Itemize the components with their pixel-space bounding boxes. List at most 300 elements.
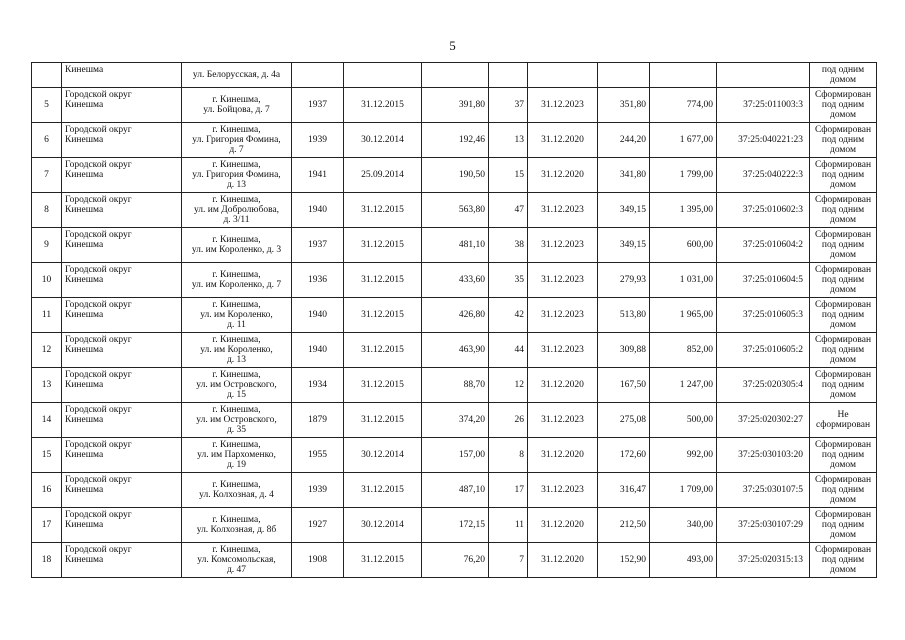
address-line: ул. им Пархоменко, bbox=[197, 450, 276, 460]
table-row bbox=[32, 543, 877, 578]
cell-address bbox=[182, 263, 292, 298]
cell-status bbox=[810, 473, 877, 508]
address-line: д. 3/11 bbox=[223, 215, 250, 225]
status-line: Сформирован bbox=[814, 475, 872, 485]
cell-date-recognized: 25.09.2014 bbox=[344, 158, 422, 193]
address-line: г. Кинешма, bbox=[212, 335, 261, 345]
cell-date-planned: 31.12.2023 bbox=[528, 88, 598, 123]
cell-date-planned: 31.12.2023 bbox=[528, 263, 598, 298]
municipality-line: Городской округ bbox=[65, 370, 132, 380]
cell-number: 16 bbox=[32, 473, 62, 508]
cell-residents: 13 bbox=[489, 123, 528, 158]
cell-area: 391,80 bbox=[422, 88, 489, 123]
status-line: под одним bbox=[821, 380, 865, 390]
cell-municipality bbox=[62, 158, 182, 193]
cell-cadastral: 37:25:010604:2 bbox=[717, 228, 810, 263]
cell-date-planned: 31.12.2020 bbox=[528, 438, 598, 473]
address-line: г. Кинешма, bbox=[212, 300, 261, 310]
table-row bbox=[32, 228, 877, 263]
municipality-line: Кинешма bbox=[65, 450, 104, 460]
address-line: ул. им Островского, bbox=[196, 380, 277, 390]
municipality-line: Городской округ bbox=[65, 125, 132, 135]
cell-address bbox=[182, 438, 292, 473]
status-line: под одним bbox=[821, 135, 865, 145]
municipality-line: Городской округ bbox=[65, 335, 132, 345]
cell-cadastral: 37:25:010605:3 bbox=[717, 298, 810, 333]
address-line: г. Кинешма, bbox=[212, 480, 261, 490]
cell-year: 1936 bbox=[292, 263, 344, 298]
cell-area: 88,70 bbox=[422, 368, 489, 403]
status-line: под одним bbox=[821, 485, 865, 495]
address-line: г. Кинешма, bbox=[212, 515, 261, 525]
cell-address bbox=[182, 368, 292, 403]
cell-year: 1937 bbox=[292, 88, 344, 123]
table-row bbox=[32, 403, 877, 438]
cell-value-2 bbox=[650, 63, 717, 88]
cell-residents: 8 bbox=[489, 438, 528, 473]
cell-number: 5 bbox=[32, 88, 62, 123]
cell-value-2: 852,00 bbox=[650, 333, 717, 368]
cell-area: 172,15 bbox=[422, 508, 489, 543]
cell-cadastral bbox=[717, 63, 810, 88]
cell-status bbox=[810, 333, 877, 368]
cell-cadastral: 37:25:030107:5 bbox=[717, 473, 810, 508]
address-line: д. 47 bbox=[226, 565, 247, 575]
cell-area: 426,80 bbox=[422, 298, 489, 333]
address-line: г. Кинешма, bbox=[212, 545, 261, 555]
cell-date-recognized: 31.12.2015 bbox=[344, 368, 422, 403]
cell-area: 76,20 bbox=[422, 543, 489, 578]
status-line: домом bbox=[830, 285, 856, 295]
cell-value-1: 513,80 bbox=[598, 298, 650, 333]
cell-year: 1940 bbox=[292, 298, 344, 333]
address-line: ул. Григория Фомина, bbox=[192, 135, 281, 145]
address-line: г. Кинешма, bbox=[212, 160, 261, 170]
cell-year: 1879 bbox=[292, 403, 344, 438]
cell-residents: 42 bbox=[489, 298, 528, 333]
table-row bbox=[32, 368, 877, 403]
municipality-line: Городской округ bbox=[65, 440, 132, 450]
cell-municipality bbox=[62, 368, 182, 403]
cell-date-planned: 31.12.2023 bbox=[528, 403, 598, 438]
cell-number: 12 bbox=[32, 333, 62, 368]
cell-date-planned: 31.12.2023 bbox=[528, 298, 598, 333]
table-row bbox=[32, 123, 877, 158]
address-line: д. 15 bbox=[226, 390, 247, 400]
cell-number: 11 bbox=[32, 298, 62, 333]
address-line: ул. Комсомольская, bbox=[197, 555, 276, 565]
cell-residents: 12 bbox=[489, 368, 528, 403]
cell-cadastral: 37:25:010605:2 bbox=[717, 333, 810, 368]
table-row bbox=[32, 263, 877, 298]
cell-date-recognized: 31.12.2015 bbox=[344, 473, 422, 508]
municipality-line: Городской округ bbox=[65, 195, 132, 205]
cell-date-planned: 31.12.2023 bbox=[528, 333, 598, 368]
cell-number: 6 bbox=[32, 123, 62, 158]
cell-address bbox=[182, 228, 292, 263]
cell-date-planned: 31.12.2023 bbox=[528, 473, 598, 508]
municipality-line: Городской округ bbox=[65, 545, 132, 555]
cell-address: ул. Белорусская, д. 4а bbox=[182, 63, 292, 88]
cell-area: 463,90 bbox=[422, 333, 489, 368]
cell-number: 7 bbox=[32, 158, 62, 193]
status-line: домом bbox=[830, 530, 856, 540]
cell-date-recognized: 31.12.2015 bbox=[344, 333, 422, 368]
cell-address bbox=[182, 473, 292, 508]
cell-status bbox=[810, 438, 877, 473]
cell-value-2: 992,00 bbox=[650, 438, 717, 473]
address-line: ул. Григория Фомина, bbox=[192, 170, 281, 180]
cell-address bbox=[182, 543, 292, 578]
address-line: г. Кинешма, bbox=[212, 370, 261, 380]
municipality-line: Кинешма bbox=[65, 310, 104, 320]
cell-residents: 11 bbox=[489, 508, 528, 543]
cell-value-1: 167,50 bbox=[598, 368, 650, 403]
status-line: Сформирован bbox=[814, 125, 872, 135]
status-line: домом bbox=[830, 110, 856, 120]
cell-area: 487,10 bbox=[422, 473, 489, 508]
status-line: под одним bbox=[821, 450, 865, 460]
cell-value-1: 349,15 bbox=[598, 228, 650, 263]
status-line: под одним bbox=[821, 555, 865, 565]
status-line: Сформирован bbox=[814, 160, 872, 170]
address-line: ул. Колхозная, д. 8б bbox=[196, 525, 277, 535]
cell-status: под одним домом bbox=[810, 63, 877, 88]
address-line: д. 11 bbox=[227, 320, 246, 330]
cell-municipality bbox=[62, 333, 182, 368]
cell-municipality bbox=[62, 403, 182, 438]
cell-date-planned bbox=[528, 63, 598, 88]
municipality-line: Кинешма bbox=[65, 380, 104, 390]
cell-status bbox=[810, 228, 877, 263]
cell-cadastral: 37:25:010602:3 bbox=[717, 193, 810, 228]
cell-status bbox=[810, 368, 877, 403]
cell-residents: 26 bbox=[489, 403, 528, 438]
cell-address bbox=[182, 193, 292, 228]
cell-value-2: 1 677,00 bbox=[650, 123, 717, 158]
cell-value-2: 774,00 bbox=[650, 88, 717, 123]
status-line: Сформирован bbox=[814, 195, 872, 205]
cell-cadastral: 37:25:040222:3 bbox=[717, 158, 810, 193]
cell-number: 13 bbox=[32, 368, 62, 403]
cell-address bbox=[182, 158, 292, 193]
status-line: Сформирован bbox=[814, 545, 872, 555]
cell-municipality bbox=[62, 228, 182, 263]
status-line: Сформирован bbox=[814, 440, 872, 450]
cell-cadastral: 37:25:011003:3 bbox=[717, 88, 810, 123]
cell-municipality bbox=[62, 473, 182, 508]
cell-date-recognized: 31.12.2015 bbox=[344, 193, 422, 228]
cell-date-recognized: 30.12.2014 bbox=[344, 123, 422, 158]
address-line: г. Кинешма, bbox=[212, 95, 261, 105]
cell-number bbox=[32, 63, 62, 88]
status-line: Сформирован bbox=[814, 335, 872, 345]
table-row bbox=[32, 508, 877, 543]
cell-residents: 17 bbox=[489, 473, 528, 508]
status-line: домом bbox=[830, 180, 856, 190]
cell-value-2: 1 395,00 bbox=[650, 193, 717, 228]
cell-year: 1927 bbox=[292, 508, 344, 543]
page-number: 5 bbox=[449, 38, 456, 53]
cell-municipality bbox=[62, 88, 182, 123]
cell-value-2: 493,00 bbox=[650, 543, 717, 578]
status-line: под одним bbox=[821, 100, 865, 110]
cell-value-1: 244,20 bbox=[598, 123, 650, 158]
cell-cadastral: 37:25:040221:23 bbox=[717, 123, 810, 158]
address-line: г. Кинешма, bbox=[212, 270, 261, 280]
municipality-line: Кинешма bbox=[65, 100, 104, 110]
cell-municipality bbox=[62, 263, 182, 298]
municipality-line: Городской округ bbox=[65, 405, 132, 415]
cell-value-2: 1 031,00 bbox=[650, 263, 717, 298]
cell-value-1: 172,60 bbox=[598, 438, 650, 473]
cell-status bbox=[810, 403, 877, 438]
cell-date-recognized: 30.12.2014 bbox=[344, 508, 422, 543]
address-line: ул. им Островского, bbox=[196, 415, 277, 425]
table-row bbox=[32, 473, 877, 508]
cell-area: 192,46 bbox=[422, 123, 489, 158]
cell-value-2: 1 799,00 bbox=[650, 158, 717, 193]
cell-year: 1955 bbox=[292, 438, 344, 473]
cell-residents bbox=[489, 63, 528, 88]
status-line: домом bbox=[830, 250, 856, 260]
cell-cadastral: 37:25:020315:13 bbox=[717, 543, 810, 578]
table-row bbox=[32, 158, 877, 193]
cell-date-planned: 31.12.2023 bbox=[528, 228, 598, 263]
cell-area: 433,60 bbox=[422, 263, 489, 298]
cell-date-recognized: 31.12.2015 bbox=[344, 228, 422, 263]
address-line: д. 13 bbox=[226, 180, 247, 190]
cell-year: 1939 bbox=[292, 123, 344, 158]
address-line: ул. Бойцова, д. 7 bbox=[203, 105, 270, 115]
address-line: ул. им Добролюбова, bbox=[193, 205, 280, 215]
status-line: под одним bbox=[821, 205, 865, 215]
table-row bbox=[32, 438, 877, 473]
status-line: домом bbox=[830, 355, 856, 365]
status-line: под одним bbox=[821, 345, 865, 355]
cell-cadastral: 37:25:020305:4 bbox=[717, 368, 810, 403]
cell-municipality: Кинешма bbox=[62, 63, 182, 88]
cell-value-1: 349,15 bbox=[598, 193, 650, 228]
municipality-line: Кинешма bbox=[65, 135, 104, 145]
cell-number: 18 bbox=[32, 543, 62, 578]
cell-address bbox=[182, 88, 292, 123]
cell-number: 10 bbox=[32, 263, 62, 298]
cell-number: 15 bbox=[32, 438, 62, 473]
status-line: домом bbox=[830, 565, 856, 575]
cell-value-1: 351,80 bbox=[598, 88, 650, 123]
cell-date-recognized: 30.12.2014 bbox=[344, 438, 422, 473]
cell-municipality bbox=[62, 298, 182, 333]
cell-residents: 44 bbox=[489, 333, 528, 368]
cell-status bbox=[810, 543, 877, 578]
municipality-line: Кинешма bbox=[65, 205, 104, 215]
municipality-line: Городской округ bbox=[65, 90, 132, 100]
cell-year: 1940 bbox=[292, 193, 344, 228]
cell-status bbox=[810, 298, 877, 333]
cell-municipality bbox=[62, 123, 182, 158]
cell-year: 1939 bbox=[292, 473, 344, 508]
address-line: ул. им Короленко, bbox=[200, 310, 273, 320]
cell-address bbox=[182, 508, 292, 543]
status-line: домом bbox=[830, 145, 856, 155]
address-line: г. Кинешма, bbox=[212, 405, 261, 415]
cell-area: 563,80 bbox=[422, 193, 489, 228]
cell-address bbox=[182, 298, 292, 333]
status-line: домом bbox=[830, 390, 856, 400]
cell-residents: 38 bbox=[489, 228, 528, 263]
cell-value-1: 279,93 bbox=[598, 263, 650, 298]
cell-cadastral: 37:25:020302:27 bbox=[717, 403, 810, 438]
cell-year bbox=[292, 63, 344, 88]
cell-date-recognized: 31.12.2015 bbox=[344, 88, 422, 123]
cell-date-planned: 31.12.2020 bbox=[528, 543, 598, 578]
status-line: под одним bbox=[821, 170, 865, 180]
status-line: Сформирован bbox=[814, 230, 872, 240]
cell-value-1: 275,08 bbox=[598, 403, 650, 438]
cell-address bbox=[182, 403, 292, 438]
status-line: Сформирован bbox=[814, 90, 872, 100]
cell-date-recognized bbox=[344, 63, 422, 88]
cell-year: 1937 bbox=[292, 228, 344, 263]
cell-residents: 7 bbox=[489, 543, 528, 578]
municipality-line: Городской округ bbox=[65, 475, 132, 485]
address-line: г. Кинешма, bbox=[212, 235, 261, 245]
cell-value-2: 1 709,00 bbox=[650, 473, 717, 508]
cell-status bbox=[810, 123, 877, 158]
cell-municipality bbox=[62, 438, 182, 473]
cell-year: 1908 bbox=[292, 543, 344, 578]
status-line: домом bbox=[830, 495, 856, 505]
municipality-line: Кинешма bbox=[65, 415, 104, 425]
cell-municipality bbox=[62, 543, 182, 578]
status-line: Сформирован bbox=[814, 300, 872, 310]
cell-value-1: 152,90 bbox=[598, 543, 650, 578]
cell-address bbox=[182, 333, 292, 368]
cell-cadastral: 37:25:030107:29 bbox=[717, 508, 810, 543]
status-line: Сформирован bbox=[814, 510, 872, 520]
municipality-line: Городской округ bbox=[65, 160, 132, 170]
address-line: д. 7 bbox=[229, 145, 244, 155]
cell-date-planned: 31.12.2020 bbox=[528, 158, 598, 193]
cell-date-recognized: 31.12.2015 bbox=[344, 403, 422, 438]
status-line: под одним bbox=[821, 275, 865, 285]
status-line: домом bbox=[830, 215, 856, 225]
cell-value-1: 316,47 bbox=[598, 473, 650, 508]
cell-area: 481,10 bbox=[422, 228, 489, 263]
cell-number: 8 bbox=[32, 193, 62, 228]
municipality-line: Кинешма bbox=[65, 345, 104, 355]
address-line: ул. им Короленко, д. 7 bbox=[191, 280, 282, 290]
cell-municipality bbox=[62, 508, 182, 543]
status-line: под одним bbox=[821, 240, 865, 250]
cell-area bbox=[422, 63, 489, 88]
address-line: г. Кинешма, bbox=[212, 125, 261, 135]
cell-cadastral: 37:25:030103:20 bbox=[717, 438, 810, 473]
status-line: под одним bbox=[821, 310, 865, 320]
address-line: д. 35 bbox=[226, 425, 247, 435]
municipality-line: Кинешма bbox=[65, 170, 104, 180]
cell-value-1: 309,88 bbox=[598, 333, 650, 368]
cell-cadastral: 37:25:010604:5 bbox=[717, 263, 810, 298]
status-line: домом bbox=[830, 320, 856, 330]
municipality-line: Кинешма bbox=[65, 520, 104, 530]
cell-date-planned: 31.12.2020 bbox=[528, 508, 598, 543]
status-line: сформирован bbox=[815, 420, 871, 430]
cell-value-1: 341,80 bbox=[598, 158, 650, 193]
cell-number: 9 bbox=[32, 228, 62, 263]
cell-date-recognized: 31.12.2015 bbox=[344, 263, 422, 298]
municipality-line: Городской округ bbox=[65, 265, 132, 275]
municipality-line: Городской округ bbox=[65, 230, 132, 240]
cell-status bbox=[810, 263, 877, 298]
cell-date-planned: 31.12.2020 bbox=[528, 368, 598, 403]
municipality-line: Городской округ bbox=[65, 510, 132, 520]
cell-value-2: 1 965,00 bbox=[650, 298, 717, 333]
cell-value-1 bbox=[598, 63, 650, 88]
status-line: Сформирован bbox=[814, 370, 872, 380]
cell-year: 1941 bbox=[292, 158, 344, 193]
cell-year: 1934 bbox=[292, 368, 344, 403]
table-row bbox=[32, 63, 877, 88]
cell-status bbox=[810, 158, 877, 193]
table-row bbox=[32, 333, 877, 368]
status-line: домом bbox=[830, 460, 856, 470]
table-row bbox=[32, 193, 877, 228]
table-row bbox=[32, 298, 877, 333]
cell-value-1: 212,50 bbox=[598, 508, 650, 543]
cell-area: 157,00 bbox=[422, 438, 489, 473]
cell-area: 374,20 bbox=[422, 403, 489, 438]
cell-residents: 15 bbox=[489, 158, 528, 193]
municipality-line: Кинешма bbox=[65, 485, 104, 495]
status-line: Сформирован bbox=[814, 265, 872, 275]
cell-status bbox=[810, 88, 877, 123]
cell-date-planned: 31.12.2020 bbox=[528, 123, 598, 158]
status-line: Не bbox=[837, 410, 849, 420]
address-line: д. 19 bbox=[226, 460, 247, 470]
table-row bbox=[32, 88, 877, 123]
cell-residents: 47 bbox=[489, 193, 528, 228]
address-line: ул. Колхозная, д. 4 bbox=[199, 490, 274, 500]
cell-status bbox=[810, 193, 877, 228]
cell-area: 190,50 bbox=[422, 158, 489, 193]
cell-value-2: 340,00 bbox=[650, 508, 717, 543]
address-line: ул. им Короленко, д. 3 bbox=[191, 245, 282, 255]
cell-year: 1940 bbox=[292, 333, 344, 368]
cell-status bbox=[810, 508, 877, 543]
status-line: под одним bbox=[821, 520, 865, 530]
cell-municipality bbox=[62, 193, 182, 228]
address-line: г. Кинешма, bbox=[212, 195, 261, 205]
municipality-line: Кинешма bbox=[65, 555, 104, 565]
cell-number: 17 bbox=[32, 508, 62, 543]
cell-value-2: 600,00 bbox=[650, 228, 717, 263]
municipality-line: Кинешма bbox=[65, 275, 104, 285]
address-line: д. 13 bbox=[226, 355, 247, 365]
cell-date-planned: 31.12.2023 bbox=[528, 193, 598, 228]
cell-residents: 35 bbox=[489, 263, 528, 298]
municipality-line: Кинешма bbox=[65, 240, 104, 250]
address-line: ул. им Короленко, bbox=[200, 345, 273, 355]
cell-date-recognized: 31.12.2015 bbox=[344, 298, 422, 333]
housing-registry-table bbox=[31, 62, 877, 578]
cell-residents: 37 bbox=[489, 88, 528, 123]
cell-value-2: 500,00 bbox=[650, 403, 717, 438]
cell-address bbox=[182, 123, 292, 158]
municipality-line: Городской округ bbox=[65, 300, 132, 310]
address-line: г. Кинешма, bbox=[212, 440, 261, 450]
